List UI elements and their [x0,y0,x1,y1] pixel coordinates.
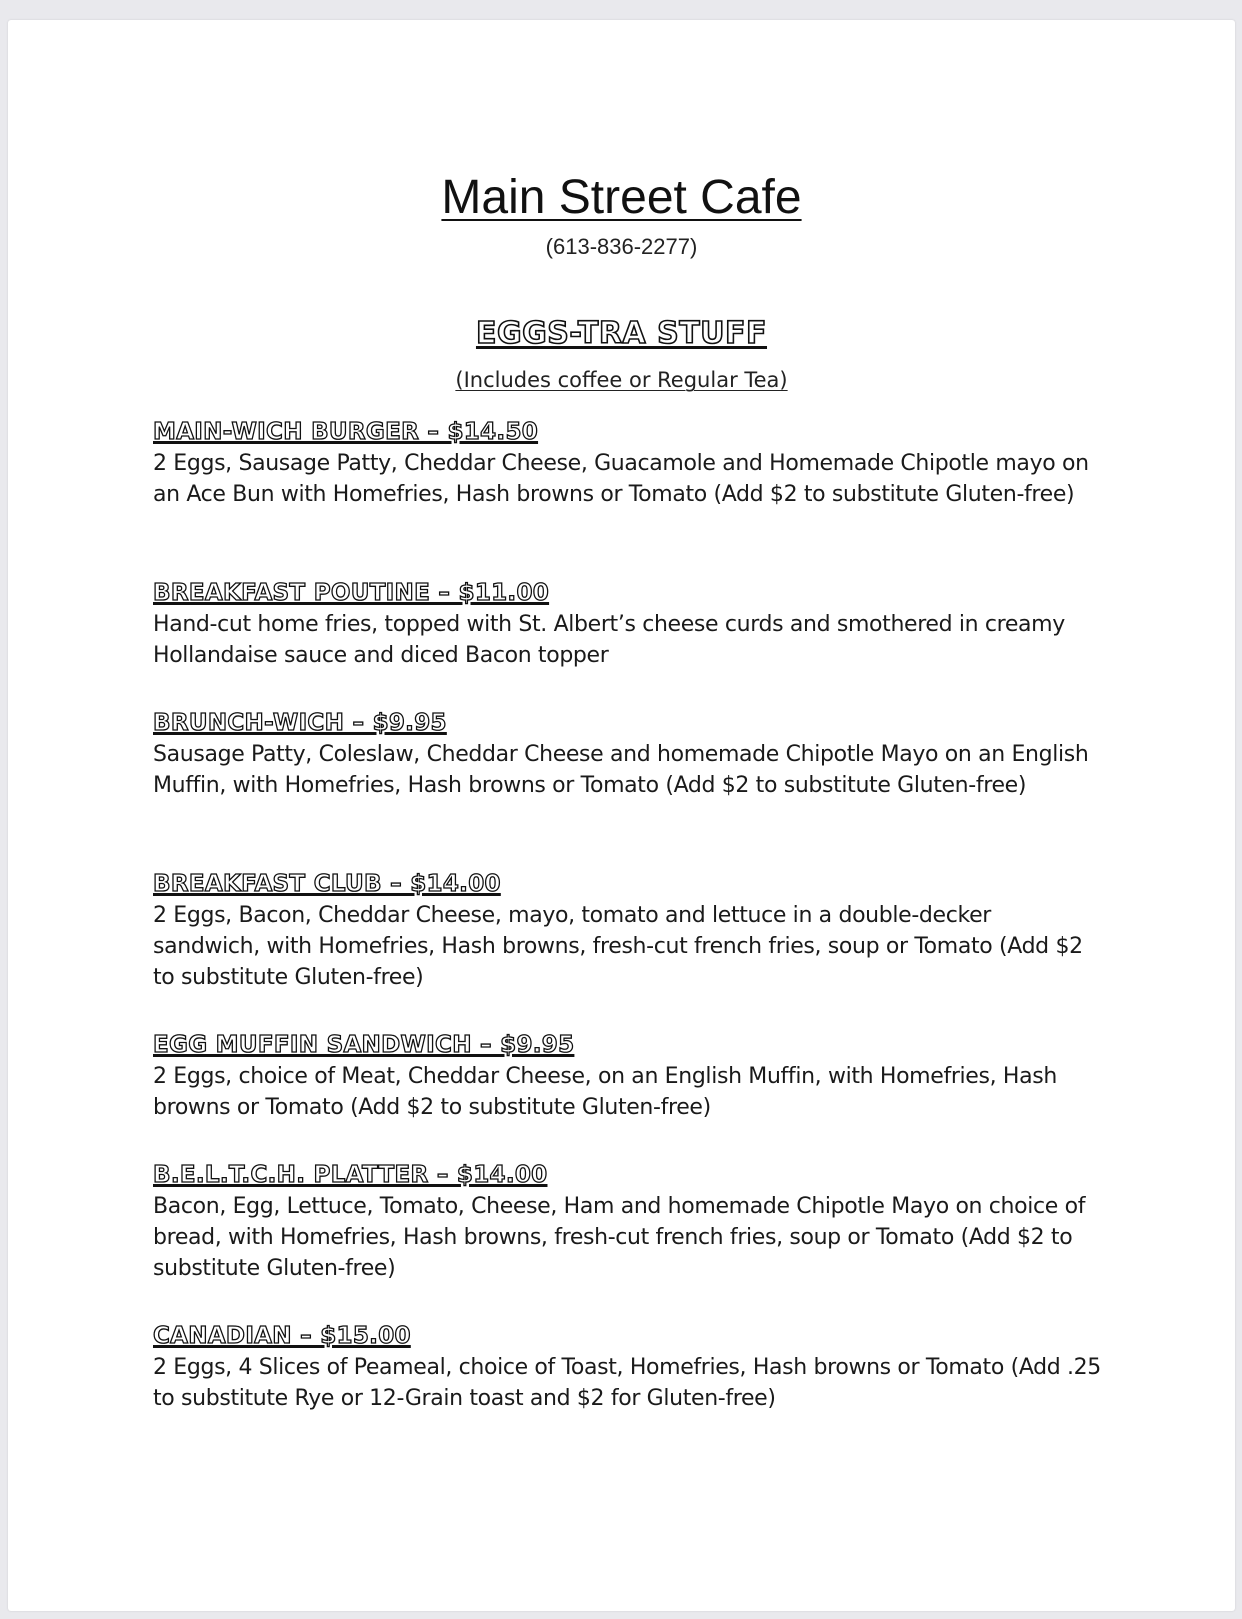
menu-item-title: BREAKFAST POUTINE – $11.00 [153,580,550,606]
cafe-title: Main Street Cafe [441,171,802,224]
section-subheading: (Includes coffee or Regular Tea) [455,368,788,392]
menu-item-beltch-platter [153,1159,1103,1284]
menu-item-description: 2 Eggs, Bacon, Cheddar Cheese, mayo, tomato and lettuce in a double-decker sandwich, with Homefries, Hash browns, fresh-cut french fries, soup or Tomato (Add $2 to substitute Gluten-free) [153,903,1083,990]
menu-item-title: CANADIAN – $15.00 [153,1323,411,1349]
menu-item-main-wich-burger [153,416,1103,510]
menu-item-egg-muffin-sandwich [153,1029,1103,1123]
menu-item-description: Hand-cut home fries, topped with St. Albert’s cheese curds and smothered in creamy Hollandaise sauce and diced Bacon topper [153,612,1065,668]
menu-item-description: 2 Eggs, 4 Slices of Peameal, choice of Toast, Homefries, Hash browns or Tomato (Add .25 to substitute Rye or 12-Grain toast and $2 for Gluten-free) [153,1355,1101,1411]
menu-item-description: 2 Eggs, Sausage Patty, Cheddar Cheese, Guacamole and Homemade Chipotle mayo on an Ace Bun with Homefries, Hash browns or Tomato (Add $2 to substitute Gluten-free) [153,451,1089,507]
menu-item-description: Sausage Patty, Coleslaw, Cheddar Cheese and homemade Chipotle Mayo on an English Muffin, with Homefries, Hash browns or Tomato (Add $2 to substitute Gluten-free) [153,742,1089,798]
menu-page [8,20,1235,1611]
menu-item-title: BRUNCH-WICH – $9.95 [153,710,447,736]
cafe-phone: (613-836-2277) [545,234,698,259]
menu-item-title: MAIN-WICH BURGER – $14.50 [153,419,539,445]
menu-item-title: B.E.L.T.C.H. PLATTER – $14.00 [153,1162,548,1188]
menu-item-title: BREAKFAST CLUB – $14.00 [153,871,501,897]
menu-item-description: Bacon, Egg, Lettuce, Tomato, Cheese, Ham and homemade Chipotle Mayo on choice of bread, with Homefries, Hash browns, fresh-cut french fries, soup or Tomato (Add $2 to substitute Gluten-free) [153,1194,1086,1281]
menu-item-breakfast-poutine [153,577,1103,671]
section-heading: EGGS-TRA STUFF [475,316,768,351]
menu-item-title: EGG MUFFIN SANDWICH – $9.95 [153,1032,575,1058]
menu-item-description: 2 Eggs, choice of Meat, Cheddar Cheese, on an English Muffin, with Homefries, Hash browns or Tomato (Add $2 to substitute Gluten-free) [153,1064,1057,1120]
menu-item-canadian [153,1320,1103,1414]
menu-item-breakfast-club [153,868,1103,993]
menu-item-brunch-wich [153,707,1103,801]
